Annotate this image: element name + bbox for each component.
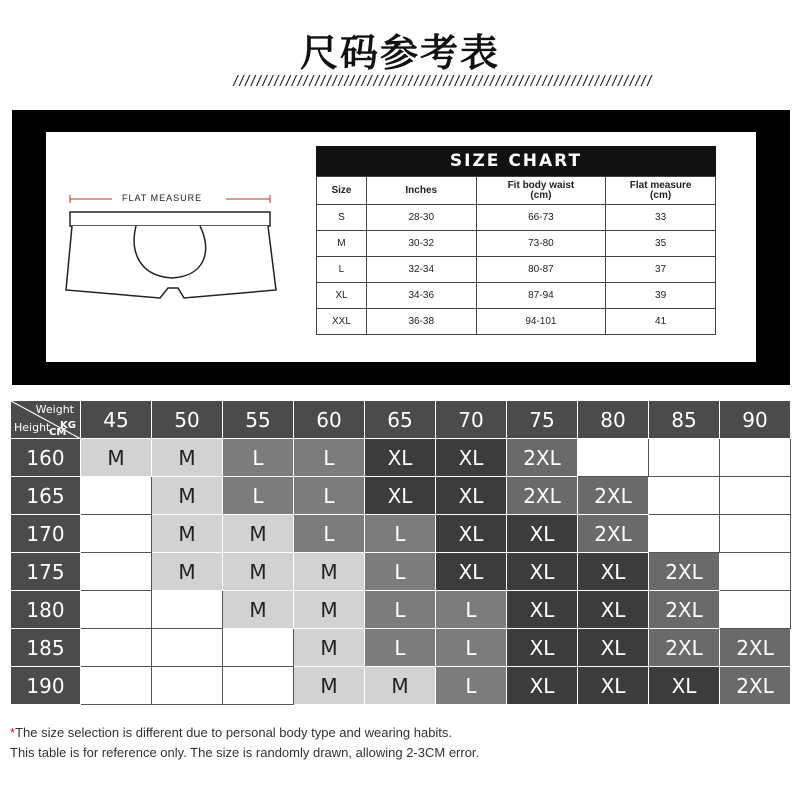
size-recommendation-cell: L	[294, 515, 365, 553]
height-row	[11, 553, 791, 591]
size-recommendation-cell: XL	[436, 477, 507, 515]
height-header-cell: 160	[11, 439, 81, 477]
page-title: 尺码参考表	[299, 31, 500, 75]
size-recommendation-cell: XL	[436, 439, 507, 477]
size-recommendation-cell: M	[81, 439, 152, 477]
size-recommendation-cell: 2XL	[720, 629, 791, 667]
waist-header-line2: (cm)	[530, 189, 552, 201]
size-recommendation-cell: M	[152, 515, 223, 553]
cm-unit-label: CM	[49, 427, 67, 438]
size-recommendation-cell: L	[436, 629, 507, 667]
inches-cell: 30-32	[366, 231, 476, 257]
size-chart-row	[317, 205, 716, 231]
size-header: Size	[317, 177, 367, 205]
inches-cell: 34-36	[366, 283, 476, 309]
size-recommendation-cell	[81, 629, 152, 667]
size-recommendation-cell: L	[223, 439, 294, 477]
height-header-cell: 185	[11, 629, 81, 667]
size-recommendation-cell: XL	[578, 553, 649, 591]
size-recommendation-cell	[720, 553, 791, 591]
size-recommendation-cell: L	[365, 515, 436, 553]
size-chart-row	[317, 309, 716, 335]
flat-header	[606, 177, 716, 205]
inches-cell: 28-30	[366, 205, 476, 231]
size-recommendation-cell	[720, 515, 791, 553]
size-recommendation-cell	[152, 667, 223, 705]
grid-corner	[11, 401, 81, 439]
size-recommendation-cell: M	[294, 667, 365, 705]
size-recommendation-cell: XL	[365, 477, 436, 515]
size-recommendation-cell: L	[294, 439, 365, 477]
height-row	[11, 515, 791, 553]
size-recommendation-cell	[223, 629, 294, 667]
size-recommendation-cell	[223, 667, 294, 705]
size-recommendation-cell: XL	[578, 629, 649, 667]
size-cell: L	[317, 257, 367, 283]
size-recommendation-cell	[649, 477, 720, 515]
size-recommendation-cell	[649, 515, 720, 553]
size-recommendation-cell: XL	[365, 439, 436, 477]
size-recommendation-cell	[152, 591, 223, 629]
size-cell: M	[317, 231, 367, 257]
waist-cell: 87-94	[476, 283, 606, 309]
weight-header-cell: 65	[365, 401, 436, 439]
size-recommendation-cell	[81, 553, 152, 591]
size-recommendation-cell: M	[294, 553, 365, 591]
height-axis-label: Height	[14, 421, 51, 434]
waist-header	[476, 177, 606, 205]
size-recommendation-cell: XL	[436, 515, 507, 553]
flat-cell: 39	[606, 283, 716, 309]
size-cell: XL	[317, 283, 367, 309]
size-recommendation-cell: M	[152, 477, 223, 515]
weight-header-cell: 90	[720, 401, 791, 439]
inches-header: Inches	[366, 177, 476, 205]
size-recommendation-cell: L	[365, 553, 436, 591]
size-recommendation-cell: M	[365, 667, 436, 705]
footnote-asterisk: *	[10, 725, 16, 740]
weight-header-cell: 80	[578, 401, 649, 439]
size-recommendation-cell: XL	[507, 629, 578, 667]
size-recommendation-cell: L	[365, 629, 436, 667]
height-row	[11, 667, 791, 705]
size-chart-table	[316, 176, 716, 335]
size-recommendation-cell: L	[365, 591, 436, 629]
size-recommendation-cell: 2XL	[507, 439, 578, 477]
size-recommendation-cell: M	[223, 553, 294, 591]
weight-header-cell: 55	[223, 401, 294, 439]
size-recommendation-cell: L	[436, 591, 507, 629]
size-recommendation-cell	[81, 667, 152, 705]
height-header-cell: 165	[11, 477, 81, 515]
weight-header-cell: 45	[81, 401, 152, 439]
size-chart-row	[317, 283, 716, 309]
size-recommendation-cell: L	[223, 477, 294, 515]
weight-header-cell: 50	[152, 401, 223, 439]
size-recommendation-cell	[578, 439, 649, 477]
size-recommendation-cell: XL	[507, 591, 578, 629]
size-recommendation-cell: 2XL	[649, 629, 720, 667]
size-recommendation-cell	[720, 591, 791, 629]
flat-cell: 33	[606, 205, 716, 231]
waist-cell: 94-101	[476, 309, 606, 335]
title-divider: ////////////////////////////////////////////////////////////////////////	[232, 74, 652, 89]
waist-cell: 73-80	[476, 231, 606, 257]
boxer-brief-diagram	[60, 190, 290, 310]
footnote-1-text: The size selection is different due to personal body type and wearing habits.	[15, 725, 453, 740]
flat-measure-label: FLAT MEASURE	[122, 193, 203, 203]
size-recommendation-cell: M	[294, 591, 365, 629]
size-recommendation-cell: XL	[649, 667, 720, 705]
height-row	[11, 439, 791, 477]
size-recommendation-cell: M	[152, 439, 223, 477]
weight-header-cell: 75	[507, 401, 578, 439]
size-recommendation-cell	[81, 477, 152, 515]
size-recommendation-cell: M	[223, 515, 294, 553]
waist-cell: 66-73	[476, 205, 606, 231]
flat-cell: 37	[606, 257, 716, 283]
flat-cell: 35	[606, 231, 716, 257]
size-recommendation-cell: M	[294, 629, 365, 667]
size-recommendation-cell: XL	[507, 553, 578, 591]
size-recommendation-cell: XL	[578, 667, 649, 705]
footnote-2: This table is for reference only. The size is randomly drawn, allowing 2-3CM error.	[10, 745, 480, 760]
size-chart-row	[317, 257, 716, 283]
size-recommendation-cell: 2XL	[720, 667, 791, 705]
size-cell: S	[317, 205, 367, 231]
size-chart-row	[317, 231, 716, 257]
size-recommendation-cell: XL	[436, 553, 507, 591]
weight-header-cell: 85	[649, 401, 720, 439]
height-row	[11, 477, 791, 515]
kg-unit-label: KG	[60, 420, 76, 431]
footnote-1	[10, 725, 452, 740]
size-recommendation-cell: XL	[578, 591, 649, 629]
height-header-cell: 170	[11, 515, 81, 553]
flat-cell: 41	[606, 309, 716, 335]
height-weight-grid	[10, 400, 791, 705]
size-recommendation-cell: 2XL	[649, 591, 720, 629]
size-chart-header-row	[317, 177, 716, 205]
weight-axis-label: Weight	[35, 403, 74, 416]
size-recommendation-cell	[152, 629, 223, 667]
size-recommendation-cell: M	[223, 591, 294, 629]
size-recommendation-cell	[81, 515, 152, 553]
size-recommendation-cell	[720, 439, 791, 477]
height-header-cell: 180	[11, 591, 81, 629]
height-row	[11, 629, 791, 667]
size-recommendation-cell: M	[152, 553, 223, 591]
waist-header-line1: Fit body waist	[507, 179, 575, 191]
size-recommendation-cell: L	[436, 667, 507, 705]
size-recommendation-cell	[81, 591, 152, 629]
inches-cell: 32-34	[366, 257, 476, 283]
weight-header-row	[11, 401, 791, 439]
size-cell: XXL	[317, 309, 367, 335]
size-recommendation-cell	[720, 477, 791, 515]
size-recommendation-cell: 2XL	[507, 477, 578, 515]
size-chart-title: SIZE CHART	[316, 146, 716, 176]
flat-header-line2: (cm)	[650, 189, 672, 201]
flat-header-line1: Flat measure	[629, 179, 692, 191]
size-recommendation-cell: 2XL	[649, 553, 720, 591]
size-recommendation-cell: L	[294, 477, 365, 515]
height-header-cell: 190	[11, 667, 81, 705]
waist-cell: 80-87	[476, 257, 606, 283]
size-recommendation-cell: XL	[507, 667, 578, 705]
weight-header-cell: 60	[294, 401, 365, 439]
inches-cell: 36-38	[366, 309, 476, 335]
size-recommendation-cell: 2XL	[578, 515, 649, 553]
weight-header-cell: 70	[436, 401, 507, 439]
height-header-cell: 175	[11, 553, 81, 591]
size-recommendation-cell	[649, 439, 720, 477]
size-recommendation-cell: XL	[507, 515, 578, 553]
size-recommendation-cell: 2XL	[578, 477, 649, 515]
height-row	[11, 591, 791, 629]
